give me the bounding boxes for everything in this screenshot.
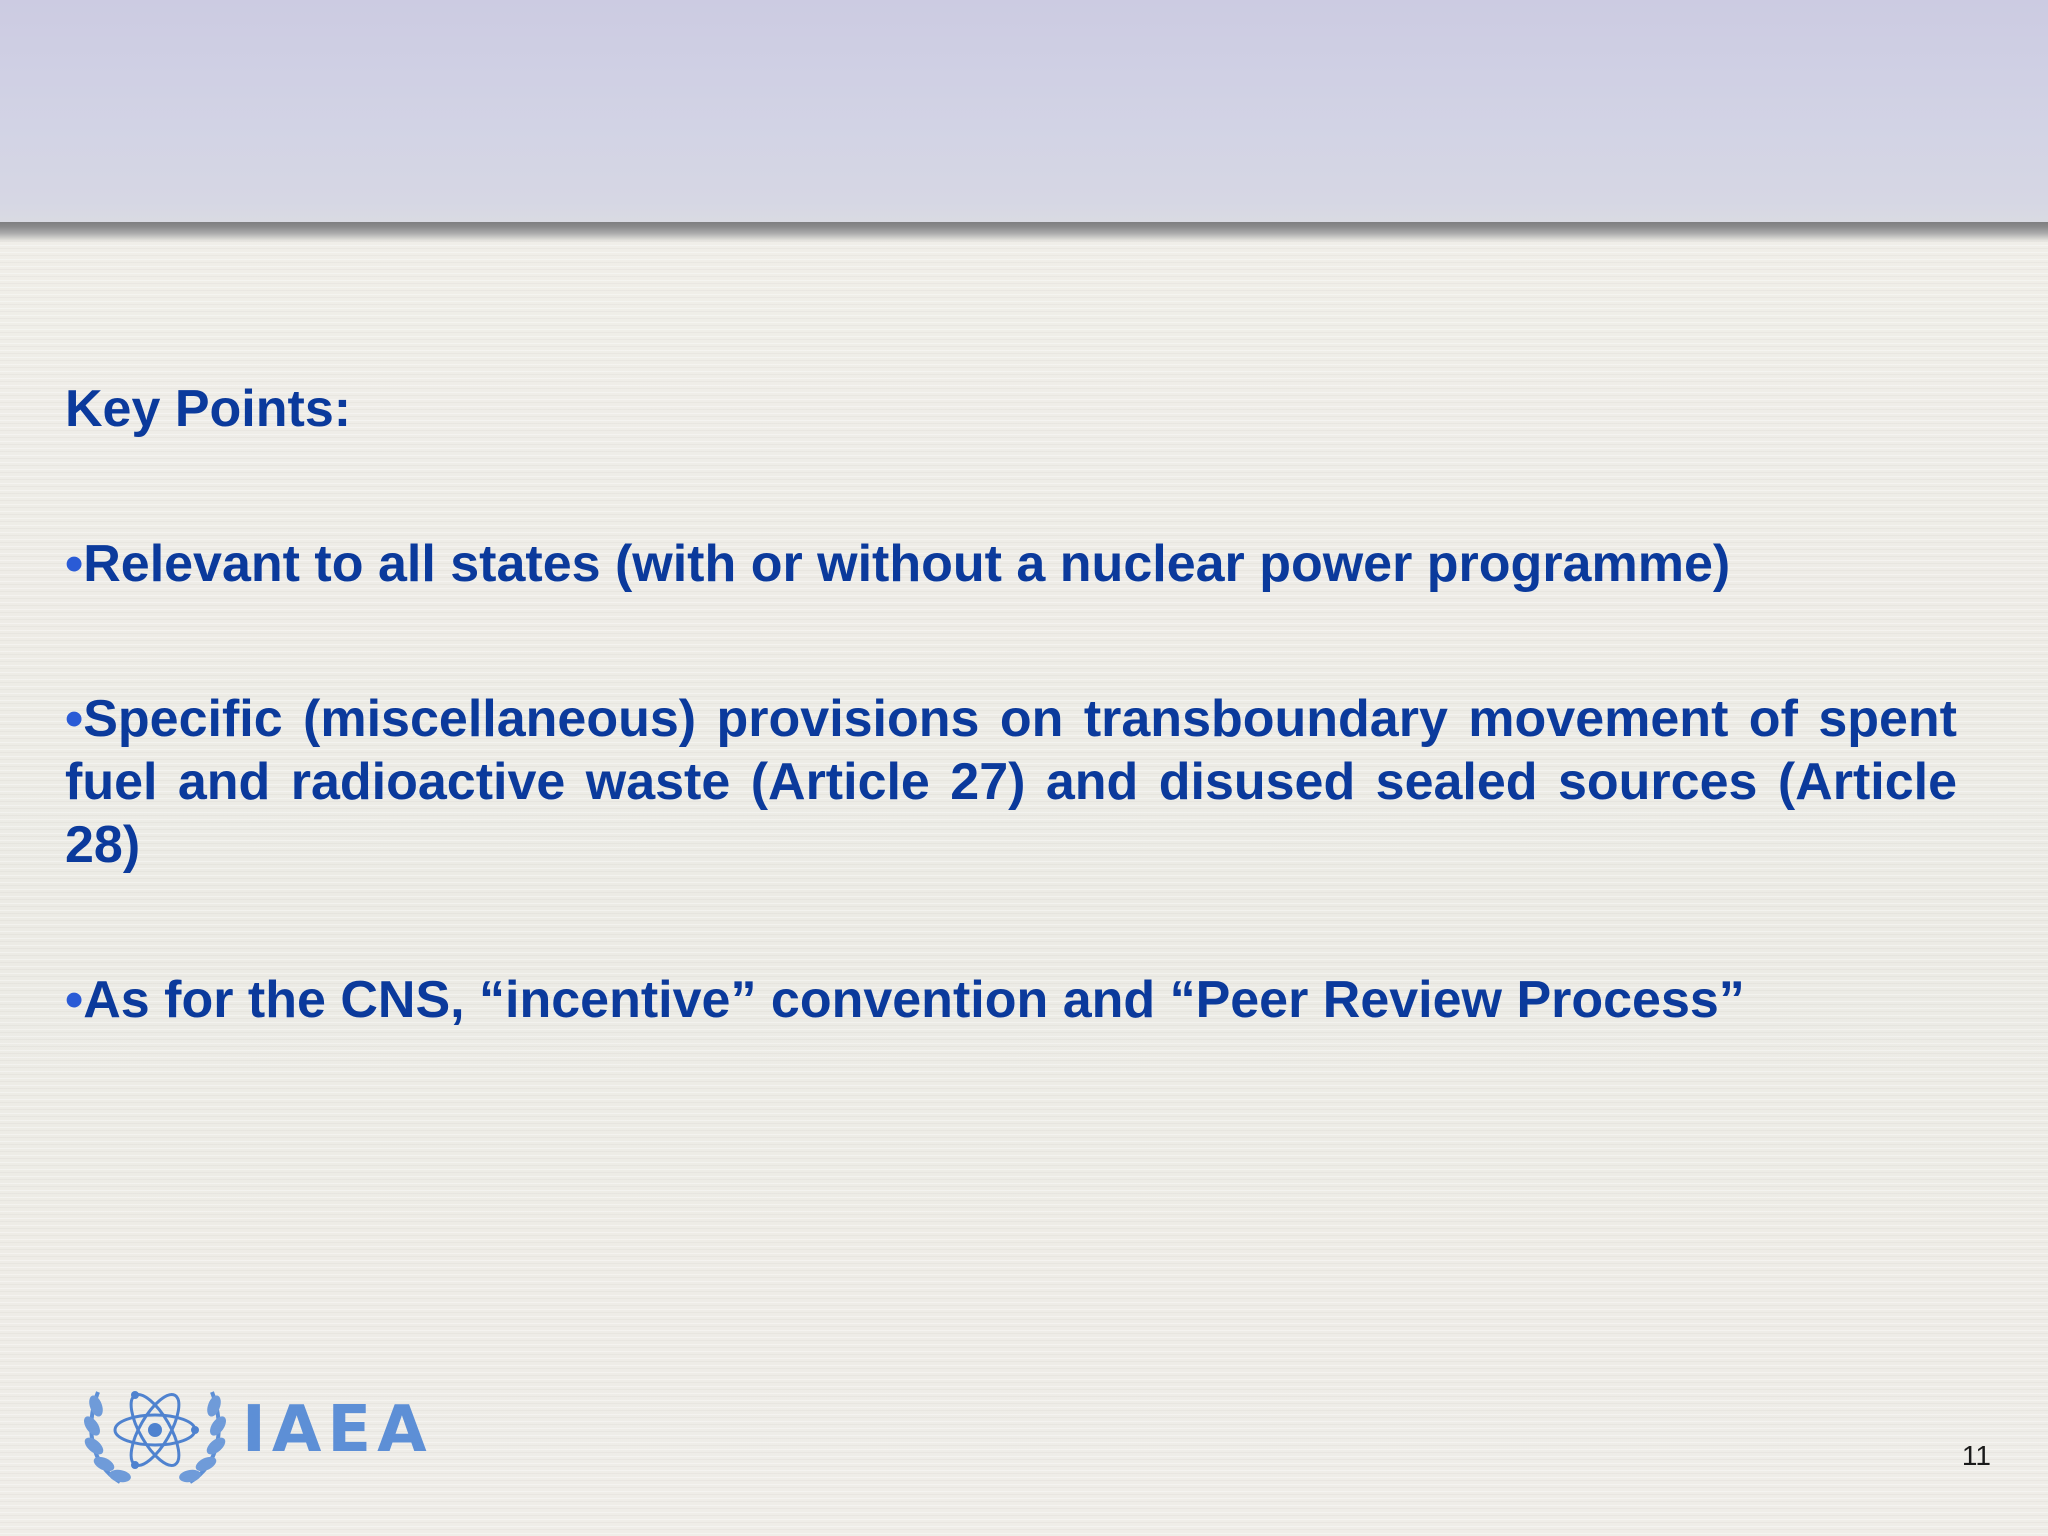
bullet-text: Relevant to all states (with or without a nuclear power programme)	[83, 535, 1731, 593]
bullet-marker: •	[65, 690, 84, 748]
header-band	[0, 0, 2048, 225]
logo-text: IAEA	[242, 1393, 433, 1467]
bullet-item	[65, 969, 1957, 1032]
bullet-text: As for the CNS, “incentive” convention and “Peer Review Process”	[83, 971, 1745, 1029]
un-emblem-atom-icon	[80, 1370, 230, 1500]
bullet-marker: •	[65, 971, 84, 1029]
page-number: 11	[1961, 1440, 1991, 1471]
slide-heading: Key Points:	[65, 380, 352, 438]
iaea-logo	[80, 1370, 440, 1500]
bullet-text: Specific (miscellaneous) provisions on transboundary movement of spent fuel and radioactive waste (Article 27) and disused sealed sources (Article 28)	[65, 690, 1957, 874]
slide-content	[65, 378, 1957, 1124]
header-divider	[0, 222, 2048, 242]
bullet-marker: •	[65, 535, 84, 593]
bullet-item	[65, 688, 1957, 877]
bullet-item	[65, 533, 1957, 596]
